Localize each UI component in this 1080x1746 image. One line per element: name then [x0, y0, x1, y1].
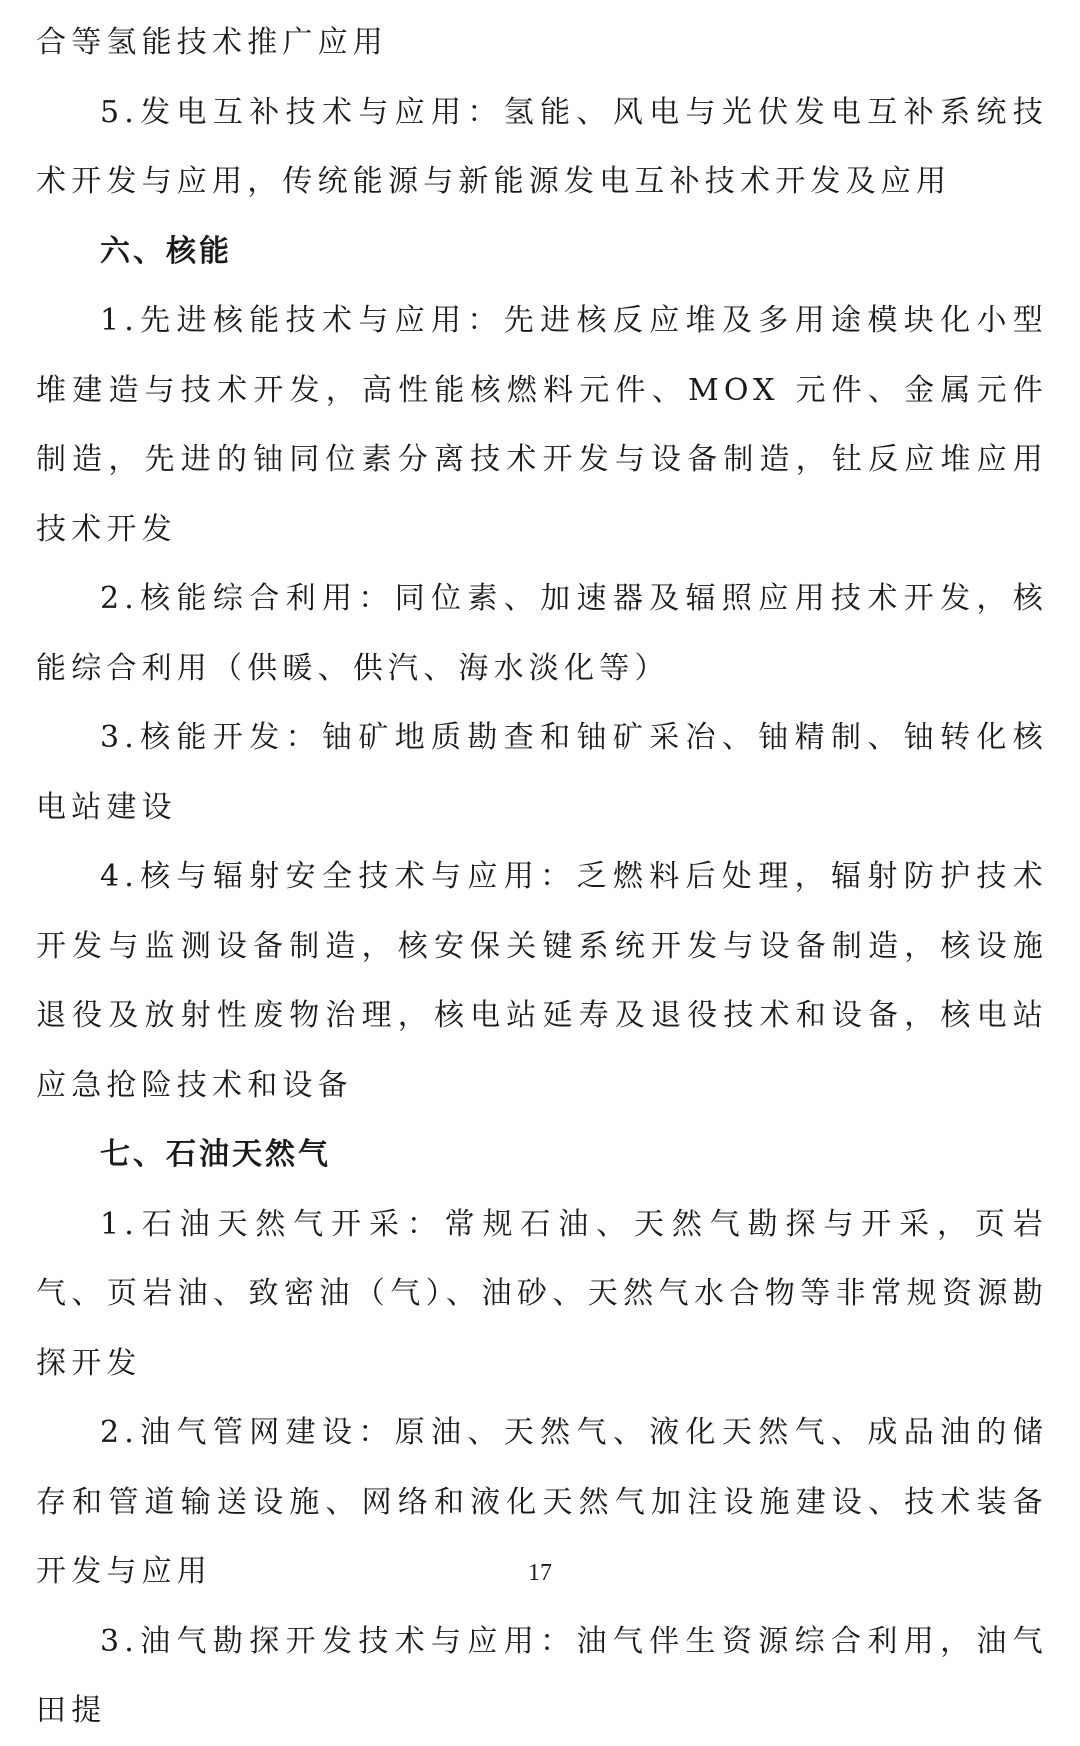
paragraph-exploration-tech: 3.油气勘探开发技术与应用：油气伴生资源综合利用，油气田提	[36, 1623, 1048, 1728]
paragraph-power-complementary: 5.发电互补技术与应用：氢能、风电与光伏发电互补系统技术开发与应用，传统能源与新能源发电互补技术开发及应用	[36, 94, 1048, 199]
paragraph-advanced-nuclear: 1.先进核能技术与应用：先进核反应堆及多用途模块化小型堆建造与技术开发，高性能核燃料元件、MOX 元件、金属元件制造，先进的铀同位素分离技术开发与设备制造，钍反应堆应用技术开发	[36, 303, 1048, 547]
paragraph-pipeline-network: 2.油气管网建设：原油、天然气、液化天然气、成品油的储存和管道输送设施、网络和液化天然气加注设施建设、技术装备开发与应用	[36, 1415, 1048, 1589]
paragraph-nuclear-development: 3.核能开发：铀矿地质勘查和铀矿采冶、铀精制、铀转化核电站建设	[36, 720, 1048, 825]
paragraph-continuation: 合等氢能技术推广应用	[36, 25, 388, 60]
page-number: 17	[528, 1560, 552, 1586]
paragraph-nuclear-safety: 4.核与辐射安全技术与应用：乏燃料后处理，辐射防护技术开发与监测设备制造，核安保关键系统开发与设备制造，核设施退役及放射性废物治理，核电站延寿及退役技术和设备，核电站应急抢险技术和设备	[36, 859, 1048, 1103]
section-heading-nuclear: 六、核能	[100, 233, 232, 269]
paragraph-oil-gas-extraction: 1.石油天然气开采：常规石油、天然气勘探与开采，页岩气、页岩油、致密油（气）、油砂、天然气水合物等非常规资源勘探开发	[36, 1206, 1048, 1381]
section-heading-oil-gas: 七、石油天然气	[100, 1137, 331, 1172]
paragraph-nuclear-utilization: 2.核能综合利用：同位素、加速器及辐照应用技术开发，核能综合利用（供暖、供汽、海水淡化等）	[36, 581, 1048, 686]
document-body	[36, 8, 1048, 1746]
